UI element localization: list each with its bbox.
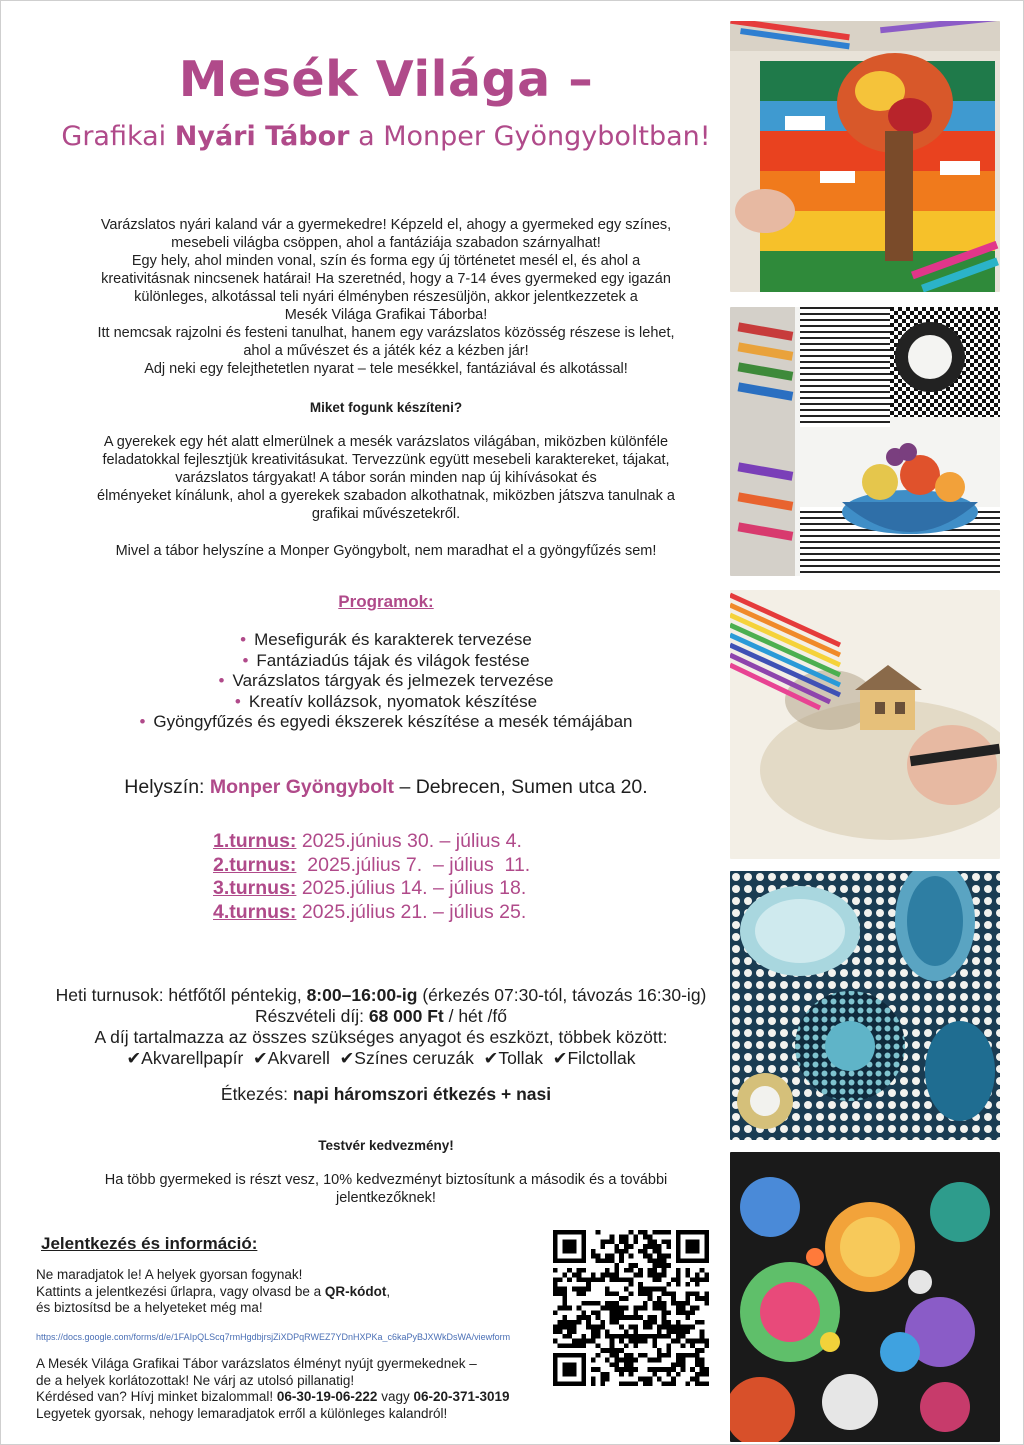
make-line: A gyerekek egy hét alatt elmerülnek a mesék varázslatos világában, miközben különféle: [103, 434, 669, 450]
turn-dates: 2025.július 21. – július 25.: [296, 900, 527, 923]
watercolor-house-photo: [730, 590, 1000, 859]
intro-line: mesebeli világba csöppen, ahol a fantáziája szabadon szárnyalhat!: [171, 235, 601, 251]
tree-drawing-photo: [730, 21, 1000, 292]
intro-line: Varázslatos nyári kaland vár a gyermekedre! Képzeld el, ahogy a gyermeked egy színes,: [100, 217, 672, 233]
closing-line: de a helyek korlátozottak! Ne várj az utolsó pillanatig!: [36, 1372, 355, 1388]
intro-line: Egy hely, ahol minden vonal, szín és forma egy új történetet mesél el, és ahol a: [131, 253, 641, 269]
program-item: • Varázslatos tárgyak és jelmezek tervezése: [56, 671, 716, 692]
reg-pre: Kattints a jelentkezési űrlapra, vagy olvasd be a: [36, 1283, 325, 1299]
page-subtitle: [41, 121, 731, 152]
phone-number-1[interactable]: 06-30-19-06-222: [276, 1389, 378, 1404]
fee-includes: A díj tartalmazza az összes szükséges anyagot és eszközt, többek között:: [94, 1027, 668, 1047]
registration-link[interactable]: https://docs.google.com/forms/d/e/1FAIpQLScq7rmHgdbjrsjZiXDPqRWEZ7YDnHXPKa_c6kaPyBJXWkDsWA/viewform: [36, 1332, 511, 1342]
programs-list: [56, 630, 716, 733]
turn-label: 3.turnus:: [213, 877, 297, 899]
schedule-hours: 8:00–16:00-ig: [306, 985, 418, 1005]
program-item: • Fantáziadús tájak és világok festése: [56, 651, 716, 672]
program-item: • Gyöngyfűzés és egyedi ékszerek készítése a mesék témájában: [56, 712, 716, 733]
registration-line: és biztosítsd be a helyeteket még ma!: [36, 1300, 263, 1315]
sibling-line: jelentkezőknek!: [336, 1190, 436, 1206]
make-line: feladatokkal fejlesztjük kreativitásukat. Tervezzünk együtt mesebeli karaktereket, tájakat,: [102, 452, 670, 468]
page-title: Mesék Világa –: [178, 51, 594, 108]
subtitle-bold: Nyári Tábor: [174, 121, 350, 152]
sibling-line: Ha több gyermeked is részt vesz, 10% kedvezményt biztosítunk a második és a további: [104, 1172, 668, 1188]
sibling-heading: Testvér kedvezmény!: [318, 1138, 454, 1153]
phone-number-2[interactable]: 06-20-371-3019: [413, 1389, 510, 1404]
intro-line: kreativitásnak nincsenek határai! Ha szeretnéd, hogy a 7-14 éves gyermeked egy igazán: [101, 271, 671, 287]
program-item: • Kreatív kollázsok, nyomatok készítése: [56, 692, 716, 713]
fee-line: [31, 1006, 731, 1027]
sibling-text: [76, 1171, 696, 1207]
food-label: Étkezés:: [220, 1084, 293, 1104]
turn-dates: 2025.június 30. – július 4.: [296, 830, 522, 852]
turn-row: [213, 877, 633, 901]
subtitle-post: a Monper Gyöngyboltban!: [349, 121, 711, 152]
subtitle-pre: Grafikai: [61, 121, 175, 152]
contact-label: Kérdésed van? Hívj minket bizalommal!: [36, 1389, 277, 1404]
turn-label: 4.turnus:: [213, 900, 297, 923]
fee-label: Részvételi díj:: [255, 1006, 369, 1026]
contact-line: [36, 1389, 546, 1406]
make-text: [56, 433, 716, 523]
turn-label: 2.turnus:: [213, 853, 297, 876]
food-value: napi háromszori étkezés + nasi: [292, 1084, 552, 1104]
turns-list: [213, 830, 633, 924]
colorful-circles-drawing-photo: [730, 1152, 1000, 1442]
registration-heading: Jelentkezés és információ:: [41, 1234, 258, 1253]
make-line: élményeket kínálunk, ahol a gyerekek szabadon alkothatnak, miközben játszva tanulnak a: [97, 488, 675, 504]
schedule-label: Heti turnusok: hétfőtől péntekig,: [55, 985, 307, 1005]
registration-line: [36, 1284, 536, 1301]
turn-label: 1.turnus:: [213, 830, 297, 852]
turn-dates: 2025.július 7. – július 11.: [296, 853, 531, 876]
closing-text: [36, 1356, 546, 1422]
beads-note: Mivel a tábor helyszíne a Monper Gyöngybolt, nem maradhat el a gyöngyfűzés sem!: [115, 543, 657, 559]
zentangle-fruit-bowl-photo: [730, 307, 1000, 576]
fee-unit: / hét /fő: [443, 1006, 507, 1026]
turn-row: [213, 854, 633, 878]
location-name: Monper Gyöngybolt: [209, 776, 395, 798]
materials-list: ✔Akvarellpapír ✔Akvarell ✔Színes ceruzák ✔Tollak ✔Filctollak: [126, 1048, 636, 1068]
programs-heading: Programok:: [338, 592, 434, 611]
fee-amount: 68 000 Ft: [368, 1006, 444, 1026]
intro-text: [56, 216, 716, 378]
weekly-info: [31, 985, 731, 1069]
location-label: Helyszín:: [124, 776, 210, 798]
intro-line: Itt nemcsak rajzolni és festeni tanulhat, hanem egy varázslatos közösség részese is lehet,: [97, 325, 675, 341]
closing-line: Legyetek gyorsak, nehogy lemaradjatok erről a különleges kalandról!: [36, 1405, 448, 1421]
registration-text: [36, 1267, 536, 1317]
turn-row: [213, 901, 633, 925]
intro-line: ahol a művészet és a játék kéz a kézben jár!: [243, 343, 529, 359]
weekly-schedule: [31, 985, 731, 1006]
food-line: [56, 1084, 716, 1105]
make-line: grafikai művészetekről.: [311, 506, 461, 522]
program-item: • Mesefigurák és karakterek tervezése: [56, 630, 716, 651]
intro-line: Mesék Világa Grafikai Táborba!: [284, 307, 488, 323]
contact-or: vagy: [377, 1389, 414, 1404]
intro-line: különleges, alkotással teli nyári élményben részesüljön, akkor jelentkezzetek a: [134, 289, 638, 305]
reg-post: ,: [386, 1283, 391, 1299]
location-line: [56, 776, 716, 799]
make-line: varázslatos tárgyakat! A tábor során minden nap új kihívásokat és: [175, 470, 597, 486]
intro-line: Adj neki egy felejthetetlen nyarat – tele mesékkel, fantáziával és alkotással!: [144, 361, 628, 377]
dot-mandala-blue-photo: [730, 871, 1000, 1140]
closing-line: A Mesék Világa Grafikai Tábor varázslatos élményt nyújt gyermekednek –: [36, 1356, 477, 1371]
qr-code[interactable]: [553, 1230, 709, 1386]
qr-label: QR-kódot: [324, 1283, 387, 1299]
turn-dates: 2025.július 14. – július 18.: [296, 877, 527, 899]
registration-line: Ne maradjatok le! A helyek gyorsan fogynak!: [36, 1267, 303, 1282]
location-address: – Debrecen, Sumen utca 20.: [394, 776, 648, 798]
turn-row: [213, 830, 633, 854]
make-heading: Miket fogunk készíteni?: [309, 400, 463, 415]
schedule-note: (érkezés 07:30-tól, távozás 16:30-ig): [417, 985, 707, 1005]
